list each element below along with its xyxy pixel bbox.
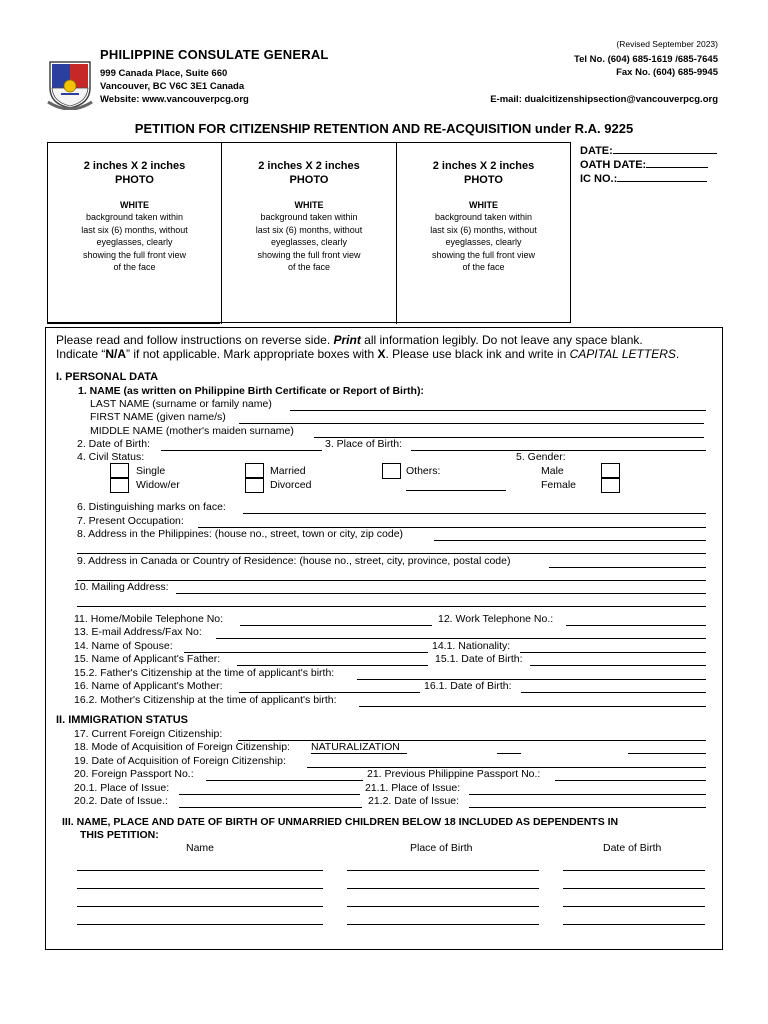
instr-text: ” if not applicable. Mark appropriate boxes with	[126, 347, 378, 361]
first-name-input[interactable]	[239, 423, 704, 424]
addr-ph-input-2[interactable]	[77, 553, 706, 554]
prev-passport-label: 21. Previous Philippine Passport No.:	[367, 768, 541, 780]
child-4-place-input[interactable]	[347, 924, 539, 925]
addr-ca-input[interactable]	[549, 567, 706, 568]
address-line-1: 999 Canada Place, Suite 660	[100, 68, 228, 79]
org-name: PHILIPPINE CONSULATE GENERAL	[100, 47, 329, 62]
child-1-date-input[interactable]	[563, 870, 705, 871]
address-line-2: Vancouver, BC V6C 3E1 Canada	[100, 81, 245, 92]
child-2-place-input[interactable]	[347, 888, 539, 889]
place-issue-label: 20.1. Place of Issue:	[74, 782, 170, 794]
photo-desc: background taken within last six (6) months, without eyeglasses, clearly showing the full front view of the face	[430, 212, 537, 273]
first-name-label: FIRST NAME (given name/s)	[90, 411, 226, 423]
photo-size: 2 inches X 2 inches	[258, 160, 360, 172]
occupation-label: 7. Present Occupation:	[77, 515, 184, 527]
instr-x: X	[377, 347, 386, 361]
child-2-name-input[interactable]	[77, 888, 323, 889]
child-1-name-input[interactable]	[77, 870, 323, 871]
oath-date-field[interactable]	[580, 157, 708, 171]
ic-no-label: IC NO.:	[580, 173, 618, 185]
instr-text: Please read and follow instructions on reverse side.	[56, 333, 334, 347]
instr-print: Print	[333, 333, 361, 347]
father-cit-input[interactable]	[357, 679, 706, 680]
civil-status-label: 4. Civil Status:	[77, 451, 145, 463]
gender-label: 5. Gender:	[516, 451, 566, 463]
place-issue-input[interactable]	[179, 794, 360, 795]
tel-no: Tel No. (604) 685-1619 /685-7645	[574, 54, 718, 65]
mother-dob-input[interactable]	[521, 692, 706, 693]
marks-label: 6. Distinguishing marks on face:	[77, 501, 226, 513]
mother-label: 16. Name of Applicant's Mother:	[74, 680, 223, 692]
child-4-name-input[interactable]	[77, 924, 323, 925]
email-fax-input[interactable]	[216, 638, 706, 639]
widow-checkbox[interactable]	[110, 477, 129, 493]
prev-passport-input[interactable]	[555, 780, 706, 781]
email-fax-label: 13. E-mail Address/Fax No:	[74, 626, 202, 638]
instr-caps: CAPITAL LETTERS	[569, 347, 676, 361]
addr-ph-input[interactable]	[434, 540, 706, 541]
child-3-place-input[interactable]	[347, 906, 539, 907]
date-issue-input[interactable]	[179, 807, 362, 808]
place-issue-2-input[interactable]	[469, 794, 706, 795]
spouse-label: 14. Name of Spouse:	[74, 640, 173, 652]
mailing-input[interactable]	[176, 593, 706, 594]
father-dob-label: 15.1. Date of Birth:	[435, 653, 523, 665]
widow-label: Widow/er	[136, 479, 180, 491]
photo-desc: background taken within last six (6) months, without eyeglasses, clearly showing the full front view of the face	[255, 212, 363, 273]
nationality-label: 14.1. Nationality:	[432, 640, 511, 652]
female-label: Female	[541, 479, 577, 491]
middle-name-label: MIDDLE NAME (mother's maiden surname)	[90, 425, 294, 437]
photo-label: PHOTO	[289, 174, 329, 186]
spouse-input[interactable]	[184, 652, 428, 653]
mode-acquisition-input[interactable]	[311, 753, 407, 754]
photo-box-2	[222, 143, 397, 324]
child-3-date-input[interactable]	[563, 906, 705, 907]
instr-text: . Please use black ink and write in	[385, 347, 570, 361]
date-issue-label: 20.2. Date of Issue.:	[74, 795, 168, 807]
others-label: Others:	[406, 465, 441, 477]
addr-ca-input-2[interactable]	[77, 580, 706, 581]
col-date-header: Date of Birth	[603, 842, 662, 854]
current-citizenship-input[interactable]	[238, 740, 706, 741]
child-4-date-input[interactable]	[563, 924, 705, 925]
oath-date-label: OATH DATE:	[580, 159, 647, 171]
mode-acquisition-label: 18. Mode of Acquisition of Foreign Citizenship:	[74, 741, 290, 753]
child-1-place-input[interactable]	[347, 870, 539, 871]
addr-ph-label: 8. Address in the Philippines: (house no., street, town or city, zip code)	[77, 528, 404, 540]
photo-boxes	[47, 142, 571, 323]
instructions-line-2	[56, 347, 679, 361]
section-children-heading: III. NAME, PLACE AND DATE OF BIRTH OF UNMARRIED CHILDREN BELOW 18 INCLUDED AS DEPENDENTS IN	[62, 816, 619, 828]
marks-input[interactable]	[243, 513, 706, 514]
nationality-input[interactable]	[520, 652, 706, 653]
instr-text: .	[675, 347, 680, 361]
female-checkbox[interactable]	[601, 477, 620, 493]
instr-text: all information legibly. Do not leave any space blank.	[360, 333, 643, 347]
divorced-label: Divorced	[270, 479, 312, 491]
mode-acquisition-line-3	[628, 753, 706, 754]
email: E-mail: dualcitizenshipsection@vancouverpcg.org	[490, 94, 718, 105]
others-checkbox[interactable]	[382, 463, 401, 479]
others-input[interactable]	[406, 490, 506, 491]
date-issue-2-input[interactable]	[469, 807, 706, 808]
last-name-label: LAST NAME (surname or family name)	[90, 398, 272, 410]
photo-white: WHITE	[294, 200, 324, 210]
passport-label: 20. Foreign Passport No.:	[74, 768, 194, 780]
dob-label: 2. Date of Birth:	[77, 438, 150, 450]
date-issue-2-label: 21.2. Date of Issue:	[368, 795, 460, 807]
mailing-input-2[interactable]	[77, 606, 706, 607]
male-label: Male	[541, 465, 564, 477]
divorced-checkbox[interactable]	[245, 477, 264, 493]
col-place-header: Place of Birth	[410, 842, 473, 854]
photo-white: WHITE	[469, 200, 498, 210]
photo-label: PHOTO	[464, 174, 503, 186]
place-issue-2-label: 21.1. Place of Issue:	[365, 782, 461, 794]
photo-desc: background taken within last six (6) months, without eyeglasses, clearly showing the full front view of the face	[81, 212, 188, 273]
photo-box-1	[48, 143, 222, 324]
work-tel-input[interactable]	[566, 625, 706, 626]
mother-dob-label: 16.1. Date of Birth:	[424, 680, 512, 692]
section-children-heading-2: THIS PETITION:	[80, 829, 159, 841]
father-dob-input[interactable]	[530, 665, 706, 666]
photo-label: PHOTO	[115, 174, 154, 186]
mother-cit-input[interactable]	[359, 706, 706, 707]
photo-box-3	[397, 143, 570, 324]
photo-size: 2 inches X 2 inches	[432, 160, 535, 172]
dob-input[interactable]	[161, 450, 322, 451]
consulate-seal	[46, 58, 94, 110]
married-label: Married	[270, 465, 306, 477]
website: Website: www.vancouverpcg.org	[100, 94, 249, 105]
fax-no: Fax No. (604) 685-9945	[616, 67, 718, 78]
form-title: PETITION FOR CITIZENSHIP RETENTION AND RE-ACQUISITION under R.A. 9225	[134, 121, 634, 136]
home-tel-label: 11. Home/Mobile Telephone No:	[74, 613, 224, 625]
instructions-line-1	[56, 333, 643, 347]
father-cit-label: 15.2. Father's Citizenship at the time of applicant's birth:	[74, 667, 335, 679]
home-tel-input[interactable]	[240, 625, 432, 626]
ic-no-field[interactable]	[580, 171, 707, 185]
instr-text: Indicate “	[56, 347, 106, 361]
mother-cit-label: 16.2. Mother's Citizenship at the time of applicant's birth:	[74, 694, 337, 706]
passport-input[interactable]	[206, 780, 363, 781]
last-name-input[interactable]	[290, 410, 706, 411]
instr-na: N/A	[105, 347, 127, 361]
date-label: DATE:	[580, 145, 613, 157]
mailing-label: 10. Mailing Address:	[74, 581, 169, 593]
child-3-name-input[interactable]	[77, 906, 323, 907]
work-tel-label: 12. Work Telephone No.:	[438, 613, 554, 625]
child-2-date-input[interactable]	[563, 888, 705, 889]
father-input[interactable]	[237, 665, 428, 666]
name-label: 1. NAME (as written on Philippine Birth Certificate or Report of Birth):	[78, 385, 424, 397]
father-label: 15. Name of Applicant's Father:	[74, 653, 221, 665]
revised-date: (Revised September 2023)	[616, 39, 718, 49]
section-immigration-heading: II. IMMIGRATION STATUS	[56, 714, 188, 726]
mode-acquisition-value: NATURALIZATION	[311, 741, 400, 753]
col-name-header: Name	[186, 842, 215, 854]
addr-ca-label: 9. Address in Canada or Country of Residence: (house no., street, city, province, postal code)	[77, 555, 511, 567]
mother-input[interactable]	[239, 692, 420, 693]
pob-label: 3. Place of Birth:	[325, 438, 403, 450]
current-citizenship-label: 17. Current Foreign Citizenship:	[74, 728, 223, 740]
photo-size: 2 inches X 2 inches	[83, 160, 186, 172]
photo-white: WHITE	[120, 200, 149, 210]
date-field[interactable]	[580, 143, 717, 157]
mode-acquisition-line-2	[497, 753, 521, 754]
single-label: Single	[136, 465, 166, 477]
section-personal-heading: I. PERSONAL DATA	[56, 371, 159, 383]
date-acq-label: 19. Date of Acquisition of Foreign Citizenship:	[74, 755, 286, 767]
